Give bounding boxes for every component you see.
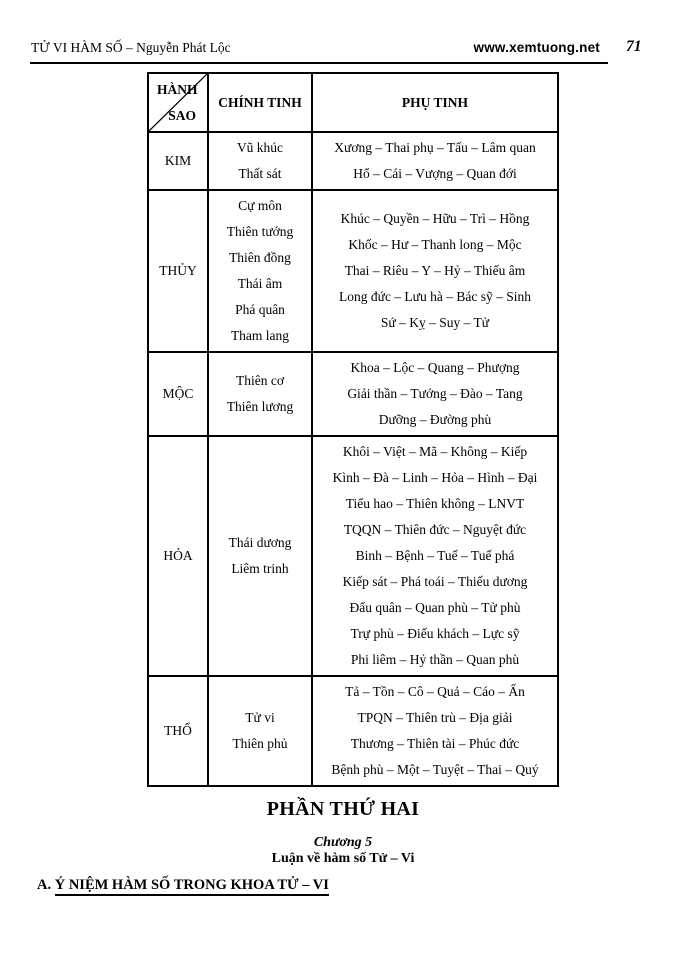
website-label: www.xemtuong.net [473, 40, 600, 55]
section-a-heading [37, 877, 329, 894]
corner-cell [148, 73, 208, 132]
section-a-text: Ý NIỆM HÀM SỐ TRONG KHOA TỬ – VI [55, 877, 329, 896]
hanh-label: THỦY [148, 190, 208, 352]
phu-tinh-item: Khúc – Quyền – Hữu – Trì – Hồng [340, 211, 530, 226]
corner-label-hanh: HÀNH [157, 81, 198, 97]
phu-tinh-item: Khoa – Lộc – Quang – Phượng [350, 360, 520, 375]
table-row [148, 676, 558, 786]
chinh-tinh-item: Liêm trinh [231, 561, 289, 576]
chapter-title: Luận về hàm số Tử – Vi [271, 851, 415, 866]
chinh-tinh-item: Thiên phủ [232, 736, 288, 751]
phu-tinh-item: Bệnh phù – Một – Tuyệt – Thai – Quý [331, 762, 539, 777]
chinh-tinh-list [208, 132, 312, 190]
chinh-tinh-item: Cự môn [238, 198, 282, 213]
star-table-body [148, 132, 558, 786]
phu-tinh-item: Thai – Riêu – Y – Hỷ – Thiếu âm [344, 263, 526, 278]
phu-tinh-item: Long đức – Lưu hà – Bác sỹ – Sinh [339, 289, 531, 304]
phu-tinh-item: Đẩu quân – Quan phù – Tử phù [349, 600, 521, 615]
column-header-phu-tinh: PHỤ TINH [312, 73, 558, 132]
page-number: 71 [626, 38, 642, 55]
column-header-chinh-tinh: CHÍNH TINH [208, 73, 312, 132]
part-title: PHẦN THỨ HAI [266, 798, 420, 820]
phu-tinh-item: TPQN – Thiên trù – Địa giải [357, 710, 513, 725]
hanh-label: HỎA [148, 436, 208, 676]
phu-tinh-item: Phi liêm – Hỷ thần – Quan phù [350, 652, 520, 667]
phu-tinh-list [312, 352, 558, 436]
chapter-label: Chương 5 [313, 835, 373, 850]
phu-tinh-list [312, 676, 558, 786]
hanh-label: MỘC [148, 352, 208, 436]
table-row [148, 190, 558, 352]
hanh-label: KIM [148, 132, 208, 190]
hanh-label: THỔ [148, 676, 208, 786]
header-row [148, 73, 558, 132]
phu-tinh-item: Khôi – Việt – Mã – Không – Kiếp [342, 444, 528, 459]
chinh-tinh-list [208, 352, 312, 436]
star-table [147, 72, 559, 787]
phu-tinh-item: Trự phù – Điếu khách – Lực sỹ [350, 626, 520, 641]
corner-label-sao: SAO [168, 107, 196, 123]
section-a-prefix: A. [37, 877, 52, 893]
chinh-tinh-list [208, 676, 312, 786]
phu-tinh-item: Thương – Thiên tài – Phúc đức [350, 736, 520, 751]
chinh-tinh-list [208, 190, 312, 352]
phu-tinh-item: Giải thần – Tướng – Đào – Tang [347, 386, 523, 401]
header-divider [30, 62, 608, 64]
phu-tinh-item: Sứ – Kỵ – Suy – Tử [380, 315, 490, 330]
chinh-tinh-item: Thiên tướng [226, 224, 294, 239]
phu-tinh-item: Dưỡng – Đường phù [378, 412, 492, 427]
chinh-tinh-item: Thiên lương [226, 399, 294, 414]
table-row [148, 436, 558, 676]
phu-tinh-list [312, 190, 558, 352]
phu-tinh-item: Hổ – Cái – Vượng – Quan đới [353, 166, 517, 181]
chinh-tinh-list [208, 436, 312, 676]
phu-tinh-item: Xương – Thai phụ – Tấu – Lâm quan [334, 140, 536, 155]
book-title: TỬ VI HÀM SỐ – Nguyễn Phát Lộc [31, 40, 231, 55]
phu-tinh-item: Kình – Đà – Linh – Hỏa – Hình – Đại [332, 470, 538, 485]
phu-tinh-list [312, 132, 558, 190]
chinh-tinh-item: Thất sát [238, 166, 282, 181]
chinh-tinh-item: Thiên đồng [229, 250, 291, 265]
phu-tinh-item: Khốc – Hư – Thanh long – Mộc [348, 237, 522, 252]
table-row [148, 132, 558, 190]
star-table-header [148, 73, 558, 132]
chinh-tinh-item: Thái âm [237, 276, 283, 291]
chinh-tinh-item: Thiên cơ [236, 373, 284, 388]
chinh-tinh-item: Vũ khúc [236, 140, 284, 155]
chinh-tinh-item: Phá quân [235, 302, 285, 317]
phu-tinh-item: Kiếp sát – Phá toái – Thiếu dương [342, 574, 528, 589]
phu-tinh-list [312, 436, 558, 676]
phu-tinh-item: Tiểu hao – Thiên không – LNVT [345, 496, 525, 511]
phu-tinh-item: Tả – Tồn – Cô – Quả – Cáo – Ấn [345, 684, 525, 699]
phu-tinh-item: Binh – Bệnh – Tuế – Tuế phá [355, 548, 515, 563]
chinh-tinh-item: Tử vi [245, 710, 275, 725]
chinh-tinh-item: Thái dương [228, 535, 292, 550]
table-row [148, 352, 558, 436]
chinh-tinh-item: Tham lang [230, 328, 290, 343]
phu-tinh-item: TQQN – Thiên đức – Nguyệt đức [343, 522, 527, 537]
